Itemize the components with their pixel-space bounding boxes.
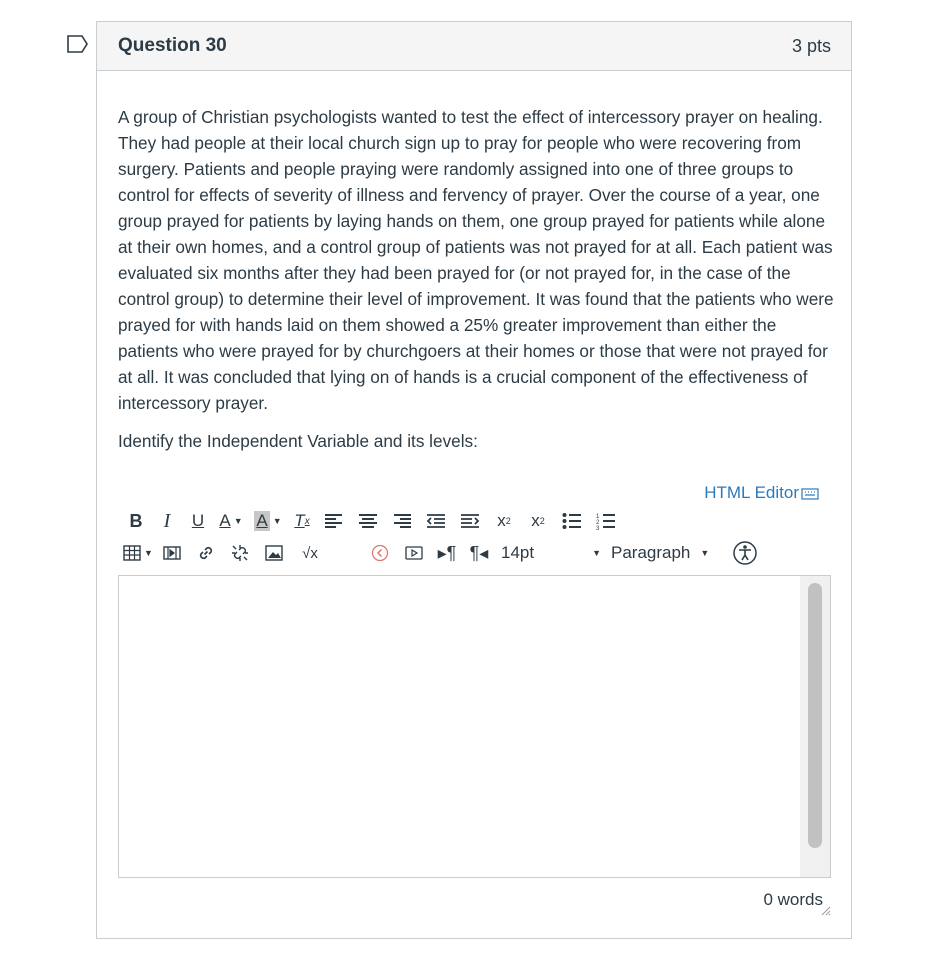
- svg-text:2: 2: [596, 520, 600, 526]
- editor-toolbar-row-2: [121, 538, 759, 568]
- block-format-select[interactable]: Paragraph ▼: [611, 543, 710, 562]
- keyboard-icon: [801, 486, 819, 500]
- background-color-icon[interactable]: A ▼: [256, 511, 282, 530]
- rich-content-editor[interactable]: [118, 575, 831, 878]
- italic-icon[interactable]: I: [163, 509, 171, 532]
- scrollbar-thumb[interactable]: [808, 583, 822, 848]
- text-color-icon[interactable]: A ▼: [219, 511, 243, 530]
- subscript-icon[interactable]: x 2: [531, 511, 545, 530]
- flag-question-icon[interactable]: [67, 35, 89, 53]
- math-equation-icon[interactable]: √x: [302, 544, 318, 562]
- editor-toolbar-row-1: [121, 506, 623, 536]
- font-size-select[interactable]: 14pt ▼: [501, 543, 601, 562]
- unlink-icon[interactable]: [223, 540, 257, 566]
- html-editor-label: HTML Editor: [704, 483, 799, 502]
- bold-icon[interactable]: B: [129, 510, 143, 531]
- question-title: Question 30: [118, 35, 227, 56]
- resize-handle-icon[interactable]: [819, 904, 831, 916]
- bullet-list-icon[interactable]: [555, 508, 589, 534]
- question-body: A group of Christian psychologists wanted to test the effect of intercessory prayer on healing. They had people at their local church sign up to pray for people who were recovering from surgery. Patients and people praying were randomly assigned into one of three groups to control for effects of severity of illness and fervency of prayer. Over the course of a year, one group prayed for patients by laying hands on them, one group prayed for patients while alone at their own homes, and a control group of patients was not prayed for at all. Each patient was evaluated six months after they had been prayed for (or not prayed for, in the case of the control group) to determine their level of improvement. It was found that the patients who were prayed for with hands laid on them showed a 25% greater improvement than either the patients who were prayed for by churchgoers at their homes or those that were not prayed for at all. It was concluded that lying on of hands is a crucial component of the effectiveness of intercessory prayer.: [118, 107, 834, 413]
- outdent-icon[interactable]: [419, 508, 453, 534]
- align-left-icon[interactable]: [317, 508, 351, 534]
- underline-icon[interactable]: U: [191, 511, 205, 530]
- html-editor-link[interactable]: [704, 483, 819, 503]
- apps-icon[interactable]: [363, 540, 397, 566]
- align-center-icon[interactable]: [351, 508, 385, 534]
- align-right-icon[interactable]: [385, 508, 419, 534]
- question-points: 3 pts: [791, 35, 831, 56]
- embed-media-icon[interactable]: [397, 540, 431, 566]
- block-format-value: Paragraph: [611, 543, 691, 562]
- table-icon[interactable]: ▼: [121, 540, 155, 566]
- indent-icon[interactable]: [453, 508, 487, 534]
- svg-text:3: 3: [596, 526, 600, 530]
- editor-scrollbar[interactable]: [800, 576, 830, 877]
- superscript-icon[interactable]: x 2: [497, 511, 511, 530]
- media-icon[interactable]: [155, 540, 189, 566]
- svg-text:1: 1: [596, 514, 600, 520]
- word-count: 0 words: [763, 890, 823, 909]
- question-prompt: Identify the Independent Variable and its levels:: [118, 431, 478, 451]
- rtl-direction-icon[interactable]: ¶◂: [469, 542, 489, 563]
- accessibility-checker-icon[interactable]: [731, 540, 759, 566]
- numbered-list-icon[interactable]: [589, 508, 623, 534]
- question-card: [96, 21, 852, 939]
- ltr-direction-icon[interactable]: ▸¶: [437, 542, 457, 563]
- font-size-value: 14pt: [501, 543, 535, 562]
- image-icon[interactable]: [257, 540, 291, 566]
- clear-formatting-icon[interactable]: T x: [294, 511, 310, 530]
- link-icon[interactable]: [189, 540, 223, 566]
- question-header: [97, 22, 851, 71]
